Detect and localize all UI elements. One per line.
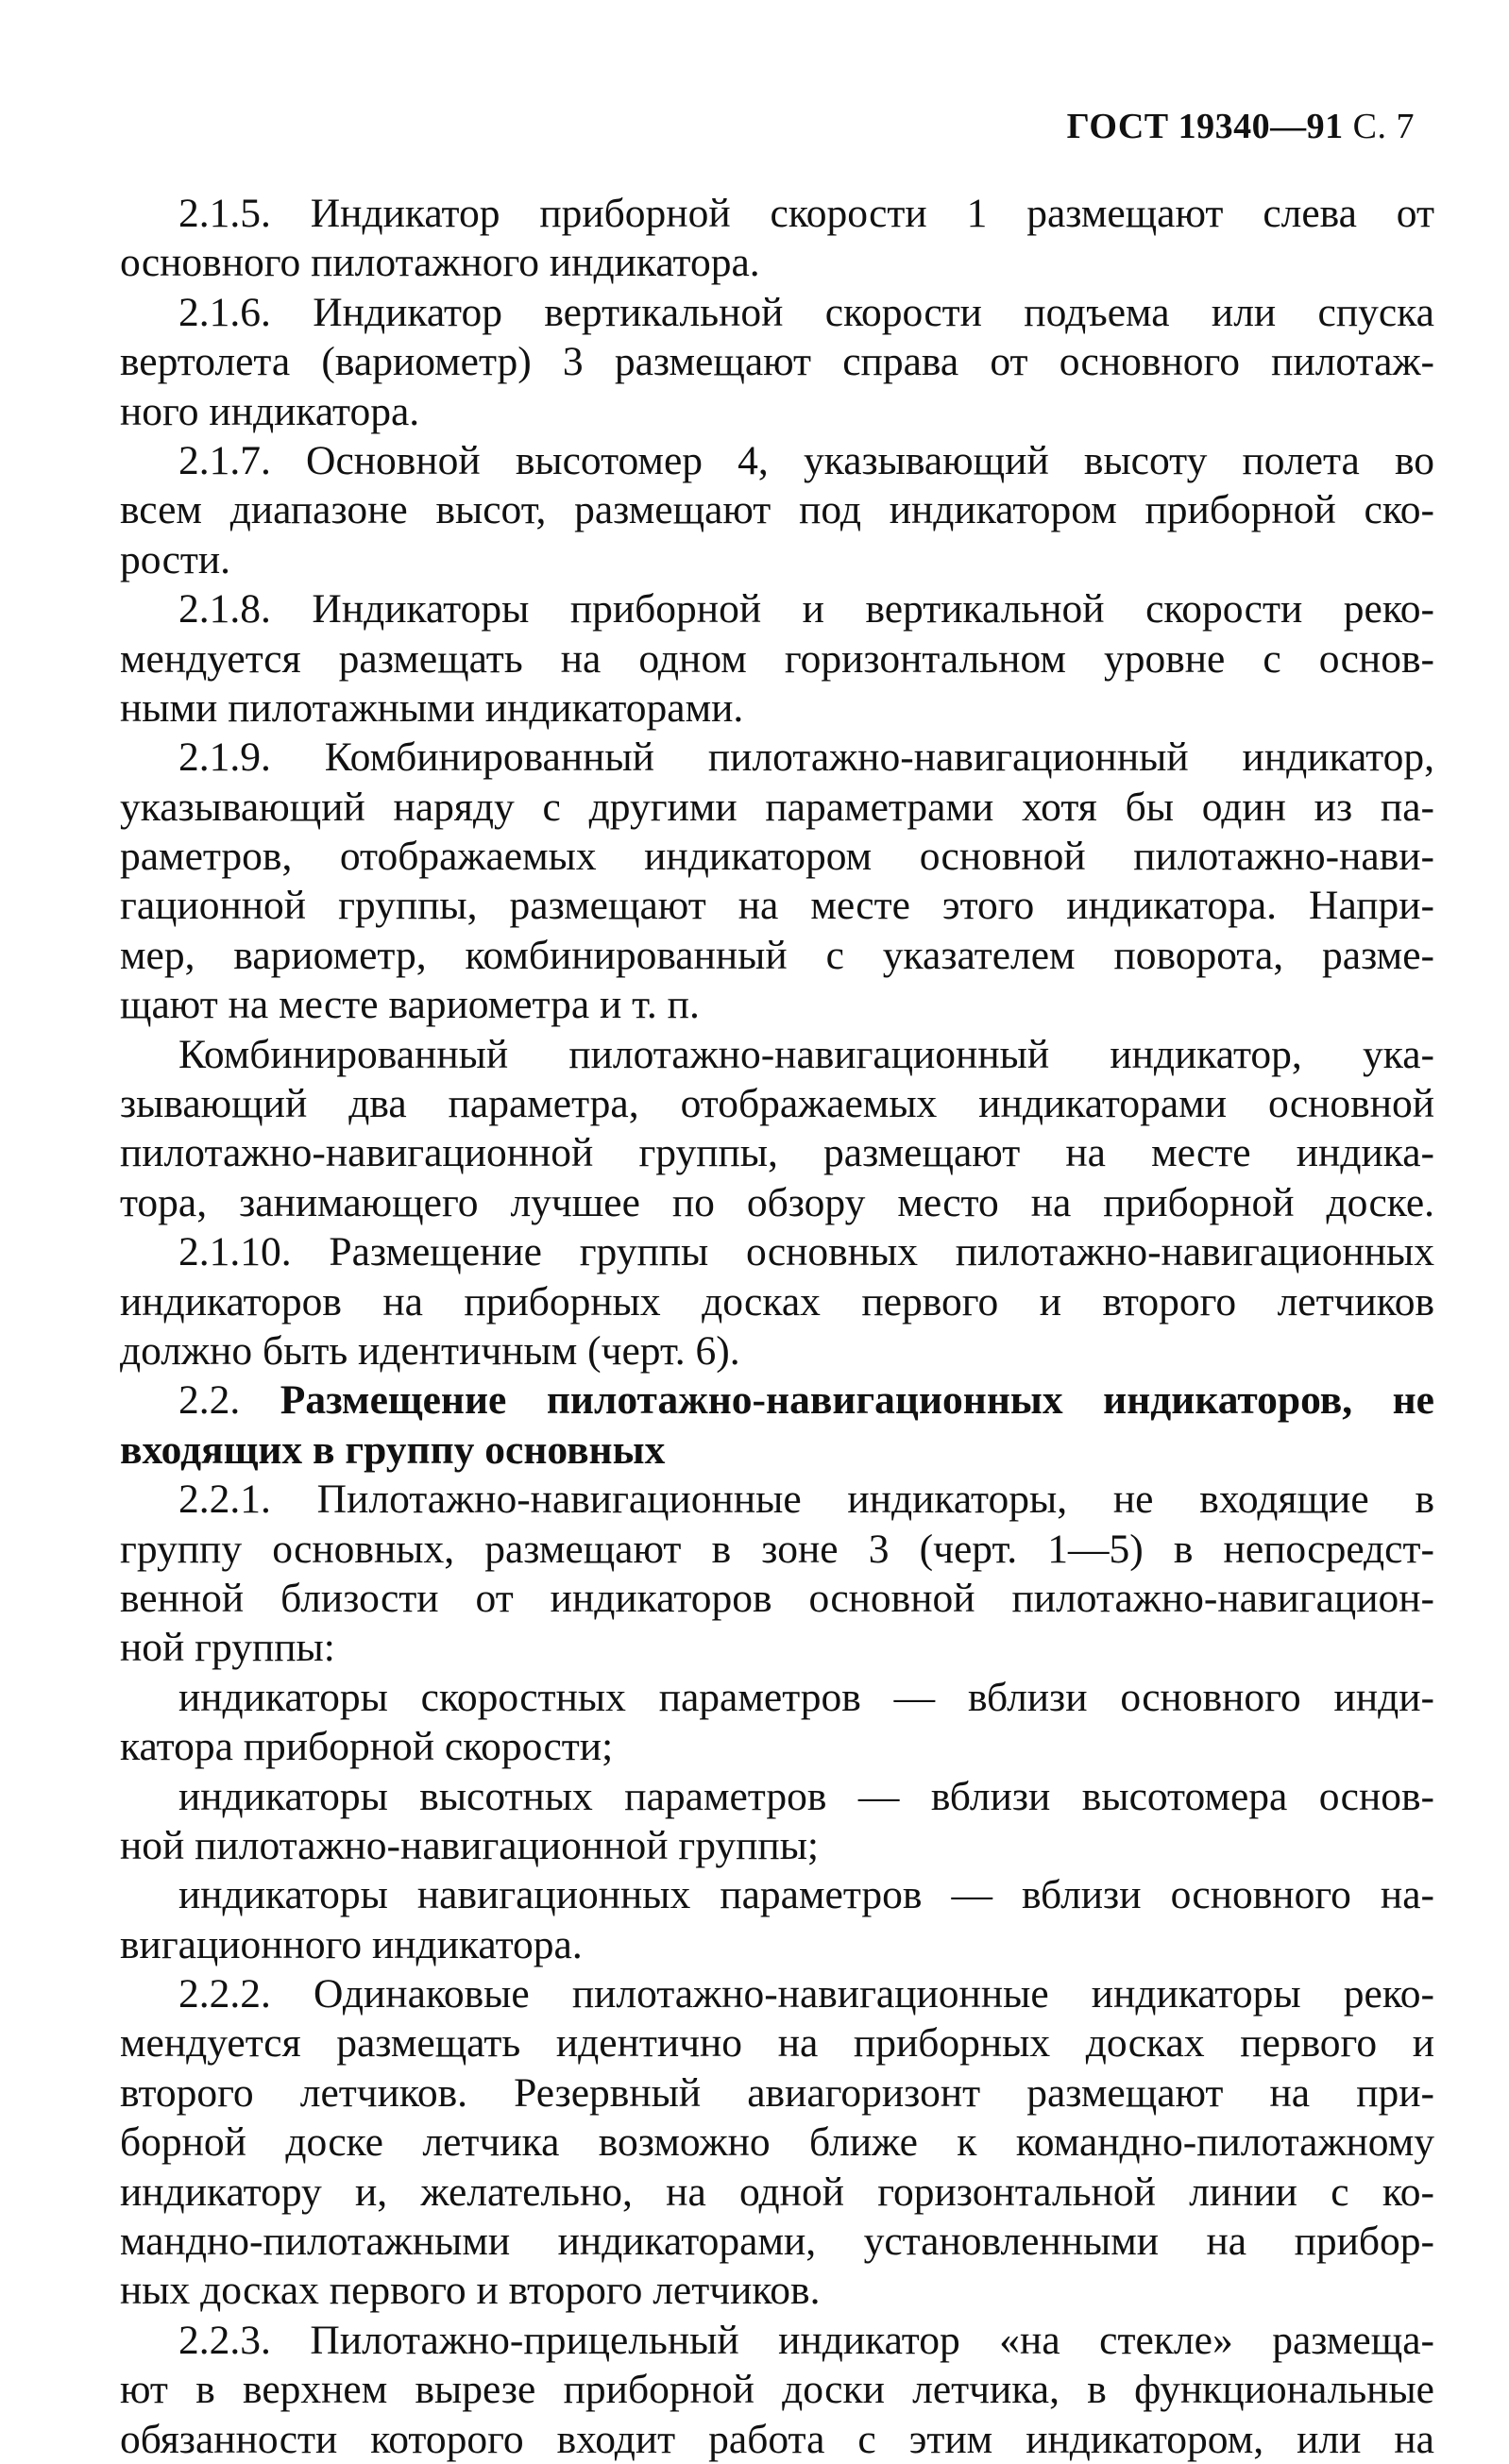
text-line-content: ной группы: [120,1625,335,1671]
text-line-content: 2.1.6. Индикатор вертикальной скорости подъема или спуска [178,289,1434,335]
text-line [120,485,1434,534]
text-line-content: основного пилотажного индикатора. [120,240,760,286]
text-line [120,1426,1434,1475]
text-line-content: ной пилотажно-навигационной группы; [120,1822,820,1868]
text-line [120,584,1434,633]
text-line [120,1326,1434,1375]
text-line [120,2415,1434,2464]
text-line-content: 2.1.10. Размещение группы основных пилотажно-навигационных [178,1229,1434,1275]
text-line [120,1227,1434,1276]
text-line-content: ют в верхнем вырезе приборной доски летчика, в функциональные [120,2367,1434,2413]
text-line-content: индикаторы скоростных параметров — вблизи основного инди- [178,1674,1434,1720]
text-line-content: ными пилотажными индикаторами. [120,684,744,731]
page-number: С. 7 [1352,107,1415,146]
text-line [120,2217,1434,2266]
text-line-content: вертолета (вариометр) 3 размещают справа от основного пилотаж- [120,339,1434,385]
text-line [120,2068,1434,2118]
body-text [120,189,1434,2464]
text-line [120,2018,1434,2067]
text-line-content: 2.1.8. Индикаторы приборной и вертикальной скорости реко- [178,586,1434,633]
text-line [120,1772,1434,1821]
text-line-content: катора приборной скорости; [120,1724,614,1770]
text-line [120,337,1434,386]
text-line [120,1375,1434,1425]
text-line-content: группу основных, размещают в зоне 3 (черт. 1—5) в непосредст- [120,1526,1434,1572]
text-line [120,1821,1434,1870]
text-line [120,1574,1434,1623]
text-line [120,2168,1434,2217]
text-line [120,783,1434,832]
text-line [120,1178,1434,1227]
text-line [120,387,1434,436]
text-line [120,535,1434,584]
text-line-content: раметров, отображаемых индикатором основной пилотажно-нави- [120,834,1434,880]
text-line [120,436,1434,485]
text-line-content: 2.1.9. Комбинированный пилотажно-навигационный индикатор, [178,734,1434,781]
text-line [120,189,1434,238]
text-line [120,2365,1434,2414]
text-line-content: мер, вариометр, комбинированный с указателем поворота, разме- [120,932,1434,978]
section-heading-text: Размещение пилотажно-навигационных индикаторов, не [280,1377,1434,1424]
text-line-content: венной близости от индикаторов основной пилотажно-навигацион- [120,1575,1434,1621]
text-line [120,288,1434,337]
text-line-content: Комбинированный пилотажно-навигационный индикатор, ука- [178,1031,1434,1077]
text-line-content: 2.2.1. Пилотажно-навигационные индикаторы, не входящие в [178,1477,1434,1523]
text-line-content: 2.2. [178,1377,280,1424]
text-line-content: тора, занимающего лучшее по обзору место на приборной доске. [120,1179,1434,1225]
text-line-content: 2.2.3. Пилотажно-прицельный индикатор «на стекле» размеща- [178,2317,1434,2363]
text-line-content: всем диапазоне высот, размещают под индикатором приборной ско- [120,487,1434,533]
text-line [120,2316,1434,2365]
text-line-content: должно быть идентичным (черт. 6). [120,1327,740,1374]
text-line [120,1673,1434,1722]
section-heading-text: входящих в группу основных [120,1426,666,1473]
text-line-content: 2.1.7. Основной высотомер 4, указывающий высоту полета во [178,437,1434,483]
text-line [120,634,1434,684]
text-line [120,1277,1434,1326]
text-line [120,1030,1434,1079]
text-line [120,1525,1434,1574]
text-line [120,1475,1434,1524]
text-line-content: ных досках первого и второго летчиков. [120,2268,821,2314]
text-line [120,733,1434,782]
text-line [120,1920,1434,1969]
text-line-content: второго летчиков. Резервный авиагоризонт размещают на при- [120,2069,1434,2116]
text-line-content: индикаторы навигационных параметров — вблизи основного на- [178,1872,1434,1918]
text-line-content: индикаторы высотных параметров — вблизи высотомера основ- [178,1773,1434,1819]
text-line-content: мендуется размещать идентично на приборных досках первого и [120,2020,1434,2067]
text-line-content: указывающий наряду с другими параметрами хотя бы один из па- [120,784,1434,830]
text-line [120,1623,1434,1672]
text-line [120,980,1434,1029]
text-line [120,1969,1434,2018]
text-line [120,832,1434,881]
page-header [1067,106,1415,147]
text-line-content: обязанности которого входит работа с этим индикатором, или на [120,2416,1434,2462]
text-line [120,931,1434,980]
text-line-content: индикатору и, желательно, на одной горизонтальной линии с ко- [120,2169,1434,2215]
text-line [120,238,1434,287]
text-line-content: 2.2.2. Одинаковые пилотажно-навигационные индикаторы реко- [178,1971,1434,2017]
text-line-content: рости. [120,536,231,582]
text-line-content: 2.1.5. Индикатор приборной скорости 1 размещают слева от [178,191,1434,236]
text-line-content: индикаторов на приборных досках первого и второго летчиков [120,1278,1434,1325]
text-line [120,2118,1434,2167]
text-line-content: пилотажно-навигационной группы, размещают на месте индика- [120,1130,1434,1176]
standard-number: ГОСТ 19340—91 [1066,107,1344,146]
text-line-content: борной доске летчика возможно ближе к командно-пилотажному [120,2119,1434,2166]
text-line-content: вигационного индикатора. [120,1921,583,1967]
text-line-content: гационной группы, размещают на месте этого индикатора. Напри- [120,883,1434,929]
text-line [120,1722,1434,1771]
text-line [120,684,1434,733]
text-line [120,1870,1434,1919]
text-line [120,881,1434,930]
text-line [120,1128,1434,1177]
text-line-content: мендуется размещать на одном горизонтальном уровне с основ- [120,635,1434,682]
text-line-content: мандно-пилотажными индикаторами, установленными на прибор- [120,2219,1434,2265]
text-line [120,1079,1434,1128]
text-line-content: зывающий два параметра, отображаемых индикаторами основной [120,1081,1434,1127]
text-line-content: щают на месте вариометра и т. п. [120,982,700,1028]
text-line-content: ного индикатора. [120,388,420,434]
text-line [120,2266,1434,2315]
